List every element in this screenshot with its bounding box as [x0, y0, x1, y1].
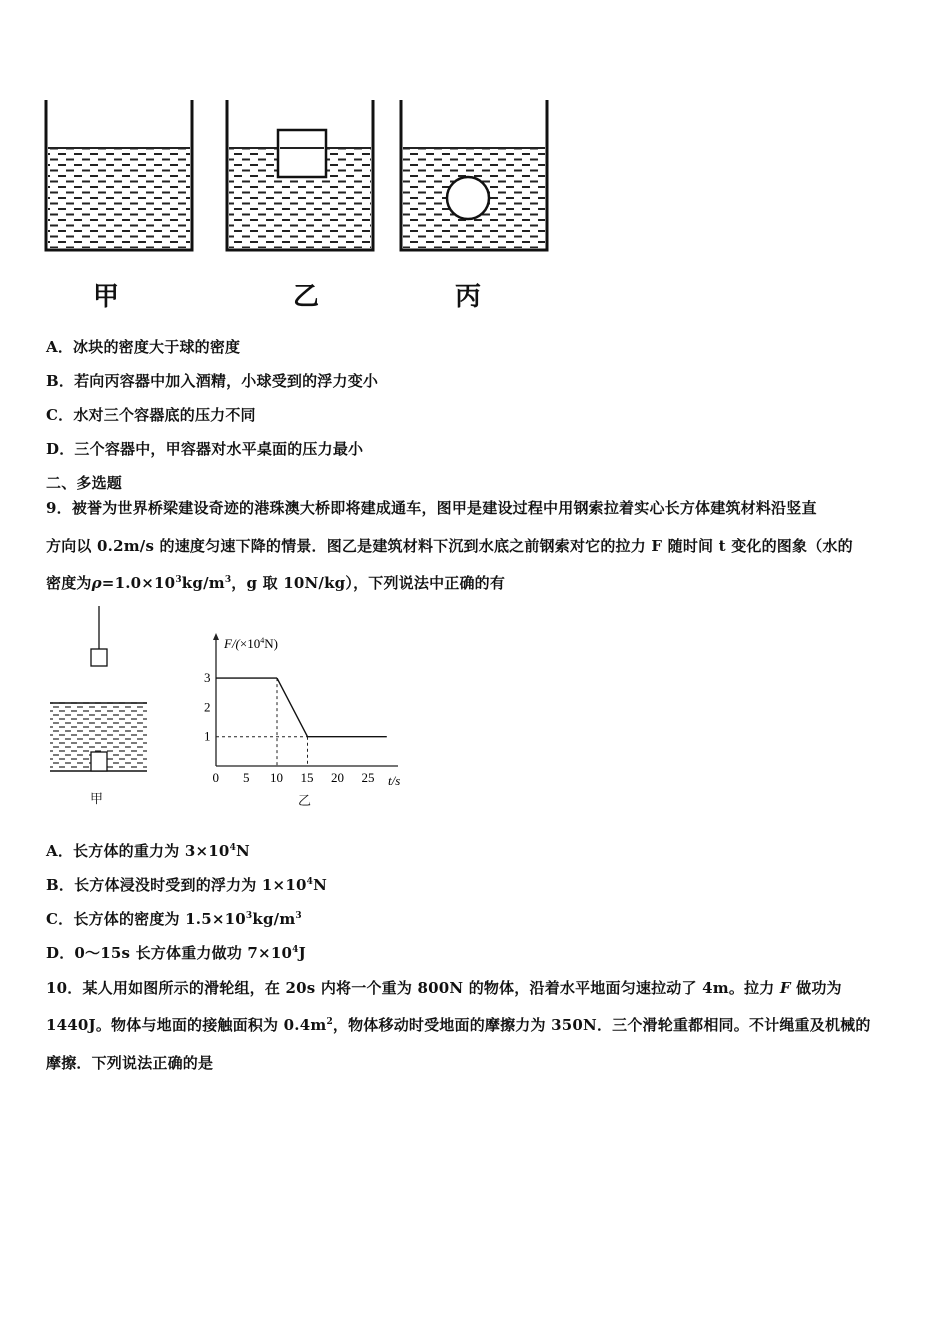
- force-time-chart: [196, 628, 411, 793]
- label-yi: 乙: [293, 282, 320, 312]
- y-tick-label-1: 1: [204, 728, 211, 744]
- x-tick-label-25: 25: [361, 770, 375, 785]
- label-bing: 丙: [455, 282, 482, 312]
- x-tick-label-10: 10: [270, 770, 283, 785]
- sunk-block: [91, 752, 107, 771]
- hanging-block: [91, 649, 107, 666]
- y-tick-label-2: 2: [204, 699, 211, 715]
- q8-option-d: D．三个容器中，甲容器对水平桌面的压力最小: [46, 440, 364, 458]
- y-axis-arrow: [213, 633, 219, 640]
- q8-option-c: C．水对三个容器底的压力不同: [46, 406, 256, 424]
- ice-block: [278, 130, 326, 177]
- q9-figure-jia: [46, 604, 151, 776]
- container-yi: [227, 100, 373, 250]
- q9-option-d: D．0～15s 长方体重力做功 $7\times 10^4J$: [46, 944, 306, 962]
- label-jia: 甲: [93, 282, 120, 312]
- x-tick-label-20: 20: [331, 770, 344, 785]
- x-tick-label-5: 5: [243, 770, 250, 785]
- q9-fig-label-jia: 甲: [90, 792, 104, 807]
- water-pool: [50, 702, 147, 771]
- q9-option-a: A．长方体的重力为 $3\times 10^4N$: [46, 842, 250, 860]
- y-tick-label-3: 3: [204, 670, 211, 686]
- section-title: 二、多选题: [46, 474, 123, 492]
- container-bing: [401, 100, 547, 250]
- q8-option-b: B．若向丙容器中加入酒精，小球受到的浮力变小: [46, 372, 379, 390]
- containers-figure: [40, 95, 560, 260]
- x-tick-label-15: 15: [300, 770, 314, 785]
- q9-option-c: C．长方体的密度为 $1.5\times 10^3kg/m^3$: [46, 910, 302, 928]
- x-axis-label: t/s: [388, 773, 401, 788]
- ball: [447, 177, 489, 219]
- q9-option-b: B．长方体浸没时受到的浮力为 $1\times 10^4N$: [46, 876, 327, 894]
- q9-fig-label-yi: 乙: [298, 794, 312, 809]
- series-segment-1: [277, 678, 308, 737]
- q9-line-3: 密度为$\rho=1.0\times 10^3kg/m^3$，g 取 10N/kg），下列说法中正确的有: [46, 574, 506, 592]
- q10-line-1: 10．某人用如图所示的滑轮组，在 20s 内将一个重为 800N 的物体，沿着水平地面匀速拉动了 4m。拉力 F 做功为: [46, 979, 842, 997]
- q9-line-2: 方向以 0.2m/s 的速度匀速下降的情景．图乙是建筑材料下沉到水底之前钢索对它的拉力 F 随时间 t 变化的图象（水的: [46, 537, 853, 555]
- x-tick-label-0: 0: [212, 770, 219, 785]
- container-jia: [46, 100, 192, 250]
- q8-option-a: A．冰块的密度大于球的密度: [46, 338, 241, 356]
- q10-line-2: 1440J。物体与地面的接触面积为 $0.4m^2$，物体移动时受地面的摩擦力为 350N．三个滑轮重都相同。不计绳重及机械的: [46, 1016, 871, 1034]
- y-axis-label: $F/(\times 10^4N)$: [224, 636, 278, 651]
- q9-line-1: 9．被誉为世界桥梁建设奇迹的港珠澳大桥即将建成通车，图甲是建设过程中用钢索拉着实心长方体建筑材料沿竖直: [46, 499, 817, 517]
- q10-line-3: 摩擦．下列说法正确的是: [46, 1054, 214, 1072]
